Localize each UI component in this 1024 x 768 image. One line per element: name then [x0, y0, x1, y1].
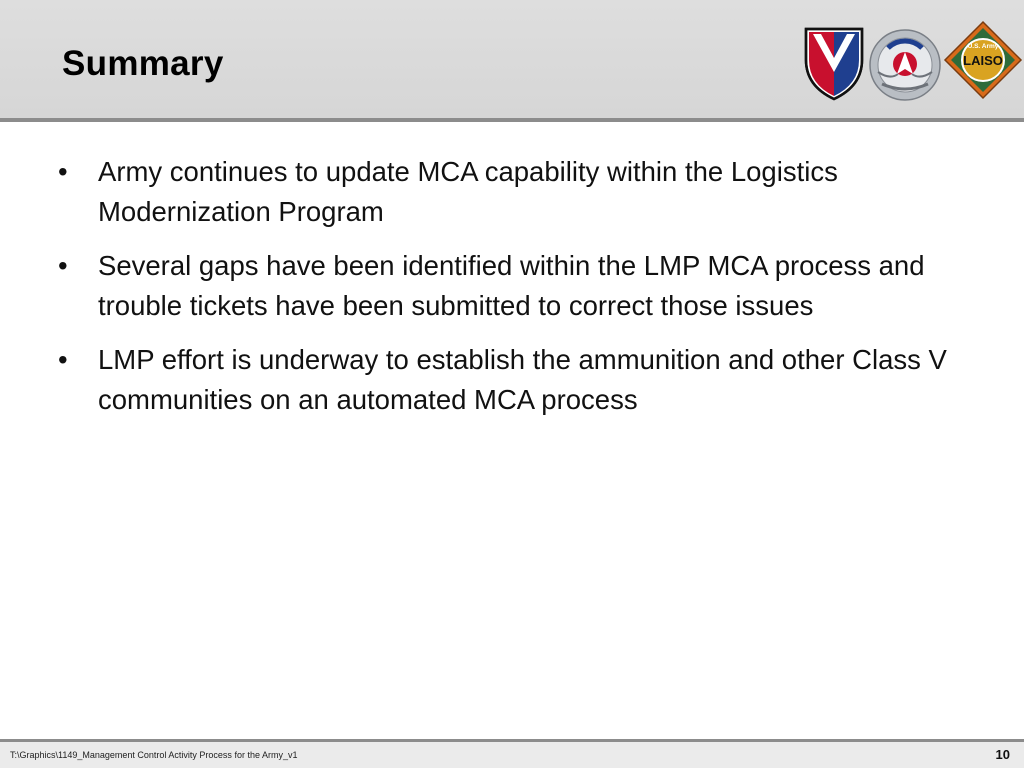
header-divider: [0, 118, 1024, 122]
page-number: 10: [995, 747, 1010, 762]
laiso-logo-wordmark: LAISO: [963, 53, 1003, 68]
bullet-marker: •: [58, 344, 68, 375]
bullet-list: [56, 152, 956, 420]
bullet-text: Army continues to update MCA capability within the Logistics Modernization Program: [98, 156, 838, 227]
laiso-diamond-logo: [943, 20, 1023, 100]
bullet-text: Several gaps have been identified within the LMP MCA process and trouble tickets have been submitted to correct those issues: [98, 250, 925, 321]
tradition-of-excellence-badge-logo: [868, 28, 942, 102]
bullet-marker: •: [58, 156, 68, 187]
laiso-logo-subtitle: U.S. Army: [967, 43, 999, 50]
logo-group: [800, 18, 1024, 104]
content-area: [56, 152, 956, 434]
bullet-marker: •: [58, 250, 68, 281]
bullet-item: [56, 152, 956, 232]
bullet-text: LMP effort is underway to establish the ammunition and other Class V communities on an automated MCA process: [98, 344, 947, 415]
army-materiel-command-shield-logo: [803, 26, 865, 102]
bullet-item: [56, 246, 956, 326]
slide-title: Summary: [62, 44, 224, 83]
bullet-item: [56, 340, 956, 420]
footer-file-path: T:\Graphics\1149_Management Control Activity Process for the Army_v1: [10, 750, 298, 760]
